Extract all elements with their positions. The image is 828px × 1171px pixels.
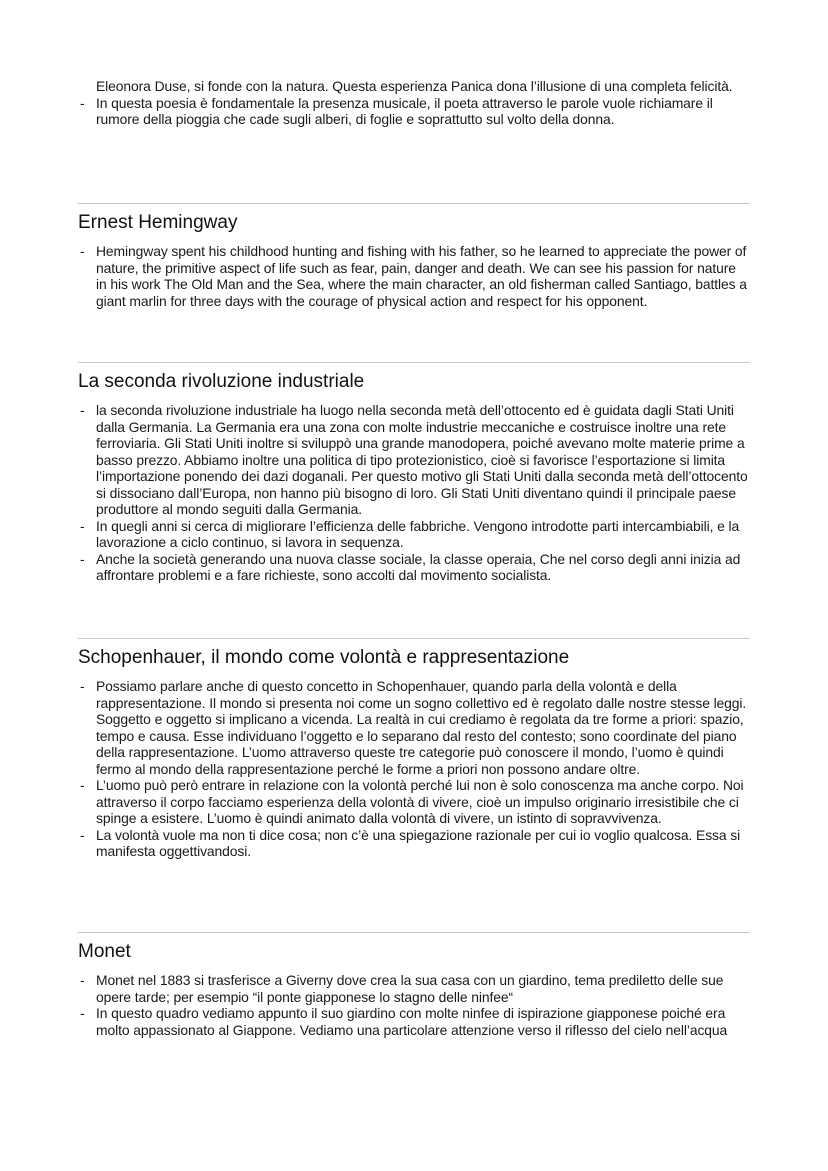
bullet-dash: -: [80, 826, 85, 843]
bullet-text: In quegli anni si cerca di migliorare l’efficienza delle fabbriche. Vengono introdotte parti intercambiabili, e la lavorazione a ciclo continuo, si lavora in sequenza.: [96, 517, 740, 550]
section-title: Monet: [78, 941, 131, 962]
section-hemingway: [78, 203, 750, 309]
bullet-dash: -: [80, 777, 85, 793]
section-title: Ernest Hemingway: [78, 212, 238, 233]
bullet-dash: -: [80, 402, 85, 418]
intro-bullet-list: [78, 95, 758, 128]
bullet-dash: -: [80, 243, 85, 259]
bullet-list: [78, 402, 750, 584]
section-title: Schopenhauer, il mondo come volontà e rappresentazione: [78, 647, 570, 668]
bullet-text: Monet nel 1883 si trasferisce a Giverny dove crea la sua casa con un giardino, tema prediletto delle sue opere tarde; per esempio “il ponte giapponese lo stagno delle ninfee“: [96, 972, 724, 1005]
list-item: [78, 402, 750, 518]
section-schopenhauer: [78, 638, 750, 860]
section-rivoluzione-industriale: [78, 362, 750, 584]
divider: [78, 638, 750, 639]
section-title: La seconda rivoluzione industriale: [78, 371, 365, 392]
divider: [78, 362, 750, 363]
bullet-text: Anche la società generando una nuova classe sociale, la classe operaia, Che nel corso degli anni inizia ad affrontare problemi e a fare richieste, sono accolti dal movimento socialista.: [96, 550, 741, 583]
list-item: [78, 1005, 750, 1038]
bullet-text: Possiamo parlare anche di questo concetto in Schopenhauer, quando parla della volontà e della rappresentazione. Il mondo si presenta noi come un sogno collettivo ed è regolato dalle nostre stesse leggi. Soggetto e oggetto si implicano a vicenda. La realtà in cui crediamo è regolata da tre forme a priori: spazio, tempo e causa. Esse individuano l’oggetto e lo separano dal resto del contesto; sono coordinate del piano della rappresentazione. L’uomo attraverso queste tre categorie può conoscere il mondo, l’uomo è quindi fermo al mondo della rappresentazione perché le forme a priori non possono andare oltre.: [96, 678, 747, 777]
intro-continuation: Eleonora Duse, si fonde con la natura. Questa esperienza Panica dona l’illusione di una completa felicità.: [96, 78, 733, 94]
divider: [78, 932, 750, 933]
bullet-dash: -: [80, 678, 85, 694]
list-item: [78, 518, 750, 551]
bullet-text: La volontà vuole ma non ti dice cosa; non c’è una spiegazione razionale per cui io voglio qualcosa. Essa si manifesta oggettivandosi.: [96, 826, 741, 859]
divider: [78, 203, 750, 204]
list-item: [78, 243, 750, 309]
bullet-text: L’uomo può però entrare in relazione con la volontà perché lui non è solo conoscenza ma anche corpo. Noi attraverso il corpo facciamo esperienza della volontà di vivere, cioè un impulso originario irresistibile che ci spinge a esistere. L’uomo è quindi animato dalla volontà di vivere, un istinto di sopravvivenza.: [96, 777, 744, 826]
bullet-text: In questo quadro vediamo appunto il suo giardino con molte ninfee di ispirazione giapponese poiché era molto appassionato al Giappone. Vediamo una particolare attenzione verso il riflesso del cielo nell’acqua: [96, 1005, 728, 1038]
section-monet: [78, 932, 750, 1038]
bullet-dash: -: [80, 550, 85, 567]
list-item: [78, 972, 750, 1005]
list-item: [78, 678, 750, 777]
intro-block: [78, 78, 758, 128]
bullet-text: In questa poesia è fondamentale la presenza musicale, il poeta attraverso le parole vuole richiamare il rumore della pioggia che cade sugli alberi, di foglie e soprattutto sul volto della donna.: [96, 94, 713, 127]
bullet-list: [78, 678, 750, 860]
bullet-list: [78, 972, 750, 1038]
bullet-dash: -: [80, 972, 85, 988]
list-item: [78, 551, 750, 584]
bullet-dash: -: [80, 94, 85, 111]
bullet-dash: -: [80, 1005, 85, 1021]
list-item: [78, 777, 750, 827]
bullet-text: Hemingway spent his childhood hunting and fishing with his father, so he learned to appreciate the power of nature, the primitive aspect of life such as fear, pain, danger and death. We can see his passion for nature in his work The Old Man and the Sea, where the main character, an old fisherman called Santiago, battles a giant marlin for three days with the courage of physical action and respect for his opponent.: [96, 243, 747, 309]
bullet-list: [78, 243, 750, 309]
list-item: [78, 95, 758, 128]
bullet-dash: -: [80, 517, 85, 534]
bullet-text: la seconda rivoluzione industriale ha luogo nella seconda metà dell’ottocento ed è guidata dagli Stati Uniti dalla Germania. La Germania era una zona con molte industrie meccaniche e costruisce inoltre una rete ferroviaria. Gli Stati Uniti inoltre si sviluppò una grande manodopera, poiché avevano molte materie prime a basso prezzo. Abbiamo inoltre una politica di tipo protezionistico, cioè si favorisce l’esportazione si limita l’importazione ponendo dei dazi doganali. Per questo motivo gli Stati Uniti dalla seconda metà dell’ottocento si dissociano dall’Europa, non hanno più bisogno di loro. Gli Stati Uniti diventano quindi il principale paese produttore al mondo seguiti dalla Germania.: [96, 402, 748, 517]
list-item: [78, 827, 750, 860]
